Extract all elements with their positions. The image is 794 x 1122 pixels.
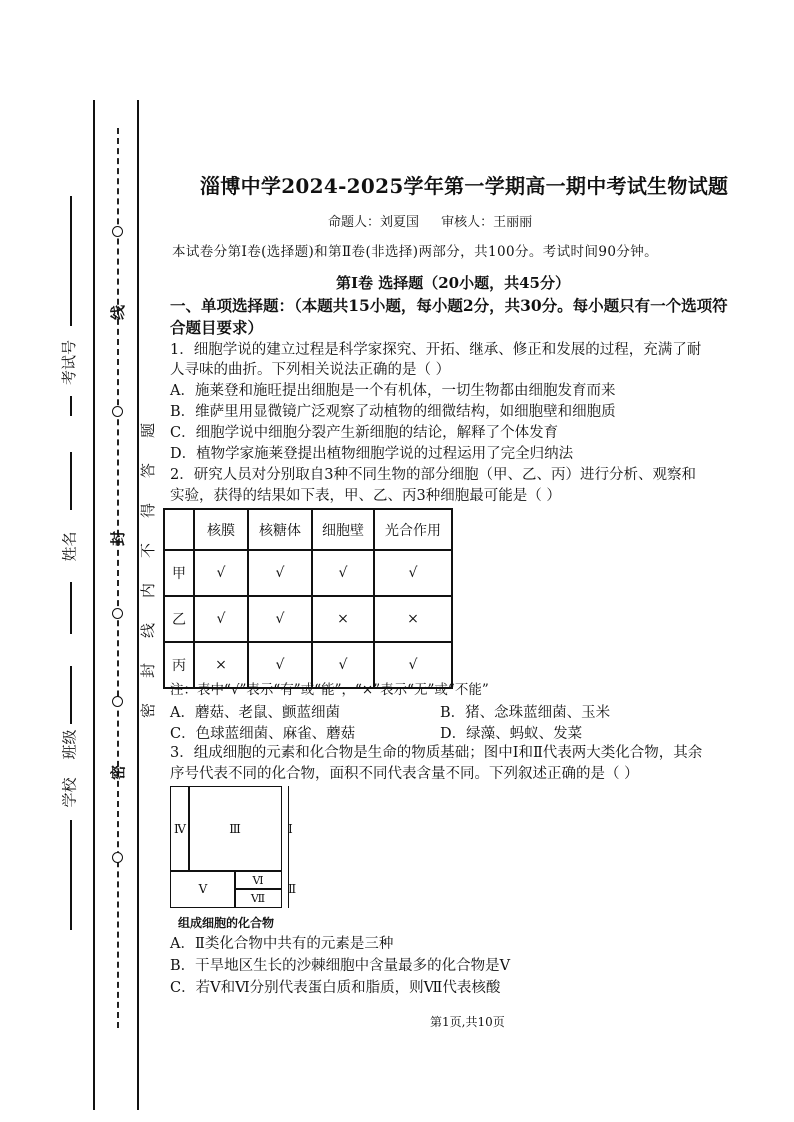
- diagram-region-vi: Ⅵ: [234, 870, 282, 890]
- q2-stem-line1: 2．研究人员对分别取自3种不同生物的部分细胞（甲、乙、丙）进行分析、观察和: [170, 467, 696, 483]
- school-label: 学校: [60, 777, 79, 808]
- part1-heading-line2: 合题目要求）: [170, 318, 264, 337]
- no-answer-char-5: 内: [139, 582, 158, 599]
- table-cell: √: [194, 550, 248, 596]
- binding-dashed-line: [117, 128, 119, 1028]
- diagram-region-iv: Ⅳ: [170, 786, 190, 872]
- binding-line-outer: [93, 100, 95, 1110]
- table-cell: ×: [374, 596, 452, 642]
- seal-char-line: 线: [109, 304, 128, 321]
- section-heading: 第Ⅰ卷 选择题（20小题，共45分）: [336, 274, 570, 292]
- class-label: 班级: [60, 729, 79, 760]
- q3-stem-line2: 序号代表不同的化合物，面积不同代表含量不同。下列叙述正确的是（ ）: [170, 766, 639, 782]
- table-cell: 乙: [164, 596, 194, 642]
- diagram-label-i: Ⅰ: [288, 822, 293, 836]
- diagram-region-vii: Ⅶ: [234, 888, 282, 908]
- table-header-cell: 光合作用: [374, 509, 452, 550]
- setter: 命题人：刘夏国: [328, 215, 420, 230]
- compounds-diagram: [170, 786, 297, 911]
- q1-option-b[interactable]: B．维萨里用显微镜广泛观察了动植物的细微结构，如细胞壁和细胞质: [170, 404, 616, 420]
- diagram-caption: 组成细胞的化合物: [178, 916, 275, 930]
- reviewer: 审核人：王丽丽: [441, 215, 533, 230]
- q2-option-d[interactable]: D．绿藻、蚂蚁、发菜: [440, 726, 583, 742]
- no-answer-char-8: 密: [139, 702, 158, 719]
- no-answer-char-2: 答: [139, 462, 158, 479]
- school-fill-line[interactable]: [70, 820, 72, 930]
- q3-option-c[interactable]: C．若Ⅴ和Ⅵ分别代表蛋白质和脂质，则Ⅶ代表核酸: [170, 980, 501, 996]
- binding-line-inner: [137, 100, 139, 1110]
- no-answer-char-4: 不: [139, 542, 158, 559]
- name-fill-line-bottom[interactable]: [70, 582, 72, 634]
- table-cell: 丙: [164, 642, 194, 688]
- table-cell: 甲: [164, 550, 194, 596]
- table-cell: √: [194, 596, 248, 642]
- exam-title: 淄博中学2024-2025学年第一学期高一期中考试生物试题: [200, 174, 729, 198]
- table-row: [164, 550, 452, 596]
- no-answer-char-3: 得: [139, 502, 158, 519]
- exam-no-fill-line-2[interactable]: [70, 396, 72, 416]
- table-header-cell: [164, 509, 194, 550]
- exam-intro: 本试卷分第Ⅰ卷(选择题)和第Ⅱ卷(非选择)两部分，共100分。考试时间90分钟。: [172, 244, 659, 260]
- table-cell: ×: [194, 642, 248, 688]
- name-fill-line-top[interactable]: [70, 452, 72, 510]
- q2-stem-line2: 实验，获得的结果如下表，甲、乙、丙3种细胞最可能是（ ）: [170, 488, 561, 504]
- q3-option-b[interactable]: B．干旱地区生长的沙棘细胞中含量最多的化合物是Ⅴ: [170, 958, 511, 974]
- table-cell: √: [312, 642, 374, 688]
- q2-table-note: 注：表中“√”表示“有”或“能”，“×”表示“无”或“不能”: [170, 682, 489, 698]
- q1-option-c[interactable]: C．细胞学说中细胞分裂产生新细胞的结论，解释了个体发育: [170, 425, 559, 441]
- binding-hole-1: [112, 226, 123, 237]
- table-row: [164, 596, 452, 642]
- q1-option-d[interactable]: D．植物学家施莱登提出植物细胞学说的过程运用了完全归纳法: [170, 446, 574, 462]
- diagram-label-ii: Ⅱ: [288, 882, 297, 896]
- q2-option-c[interactable]: C．色球蓝细菌、麻雀、蘑菇: [170, 726, 356, 742]
- no-answer-char-7: 封: [139, 662, 158, 679]
- no-answer-char-6: 线: [139, 622, 158, 639]
- table-header-cell: 核膜: [194, 509, 248, 550]
- binding-hole-2: [112, 406, 123, 417]
- seal-char-seal: 封: [109, 530, 128, 547]
- class-fill-line[interactable]: [70, 666, 72, 724]
- part1-heading-line1: 一、单项选择题：（本题共15小题，每小题2分，共30分。每小题只有一个选项符: [170, 296, 728, 315]
- binding-hole-5: [112, 852, 123, 863]
- binding-hole-4: [112, 696, 123, 707]
- name-label: 姓名: [60, 531, 79, 562]
- q1-stem-line2: 人寻味的曲折。下列相关说法正确的是（ ）: [170, 362, 451, 378]
- table-cell: √: [248, 596, 312, 642]
- table-header-cell: 核糖体: [248, 509, 312, 550]
- diagram-region-iii: Ⅲ: [188, 786, 282, 872]
- q2-table: [163, 508, 453, 689]
- q1-option-a[interactable]: A．施莱登和施旺提出细胞是一个有机体，一切生物都由细胞发育而来: [170, 383, 616, 399]
- exam-no-fill-line[interactable]: [70, 196, 72, 326]
- q2-option-a[interactable]: A．蘑菇、老鼠、颤蓝细菌: [170, 705, 340, 721]
- no-answer-char-1: 题: [139, 422, 158, 439]
- diagram-region-v: Ⅴ: [170, 870, 236, 908]
- table-cell: ×: [312, 596, 374, 642]
- q3-option-a[interactable]: A．Ⅱ类化合物中共有的元素是三种: [170, 936, 394, 952]
- page-footer: 第1页,共10页: [430, 1015, 505, 1029]
- seal-char-secret: 密: [109, 764, 128, 781]
- table-cell: √: [374, 642, 452, 688]
- q1-stem-line1: 1．细胞学说的建立过程是科学家探究、开拓、继承、修正和发展的过程，充满了耐: [170, 342, 702, 358]
- table-cell: √: [312, 550, 374, 596]
- table-cell: √: [248, 642, 312, 688]
- authors-line: [328, 211, 550, 230]
- table-header-row: [164, 509, 452, 550]
- table-cell: √: [374, 550, 452, 596]
- table-header-cell: 细胞壁: [312, 509, 374, 550]
- table-cell: √: [248, 550, 312, 596]
- binding-hole-3: [112, 608, 123, 619]
- q2-option-b[interactable]: B．猪、念珠蓝细菌、玉米: [440, 705, 611, 721]
- q3-stem-line1: 3．组成细胞的元素和化合物是生命的物质基础；图中Ⅰ和Ⅱ代表两大类化合物，其余: [170, 745, 703, 761]
- exam-no-label: 考试号: [60, 339, 79, 386]
